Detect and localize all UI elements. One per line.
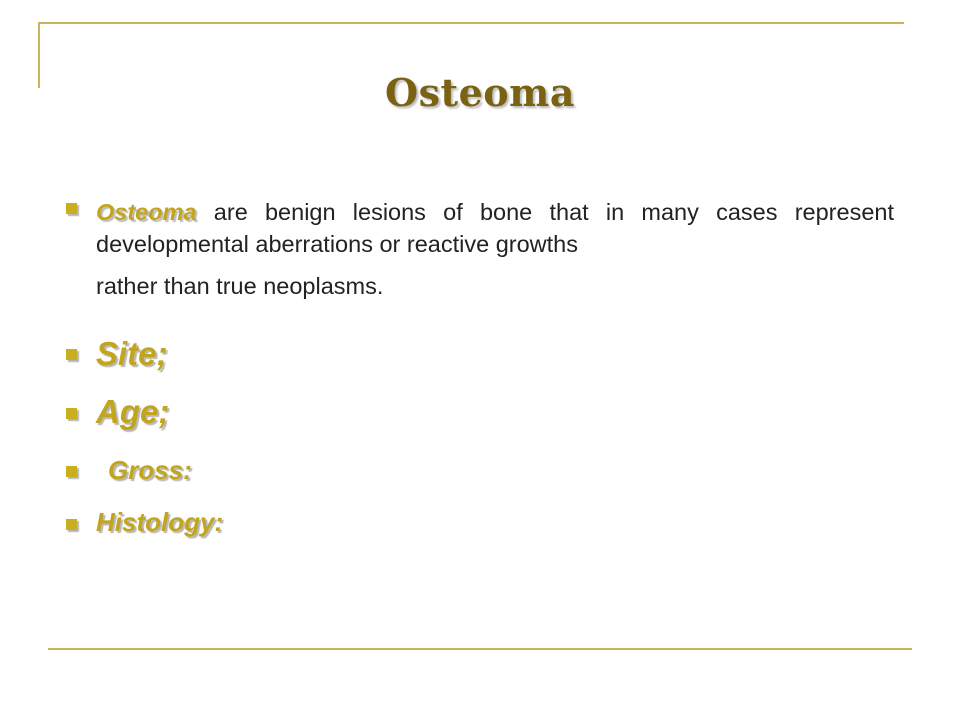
frame-top-line <box>38 22 904 24</box>
item-gross: Gross: <box>108 455 192 485</box>
item-site: Site; <box>96 335 168 372</box>
bullet-age <box>66 408 77 419</box>
intro-term: Osteoma <box>96 199 197 225</box>
intro-paragraph <box>96 196 894 302</box>
intro-text-line1: are benign lesions of bone that in many cases represent developmental aberrations or reactive growths <box>96 199 894 257</box>
item-histology: Histology: <box>96 507 224 537</box>
slide-title: Osteoma <box>385 70 575 115</box>
bullet-gross <box>66 466 77 477</box>
bullet-intro <box>66 203 77 214</box>
bullet-site <box>66 349 77 360</box>
item-age: Age; <box>96 393 170 430</box>
bullet-histology <box>66 519 77 530</box>
intro-text-line2: rather than true neoplasms. <box>96 273 384 299</box>
frame-bottom-line <box>48 648 912 650</box>
